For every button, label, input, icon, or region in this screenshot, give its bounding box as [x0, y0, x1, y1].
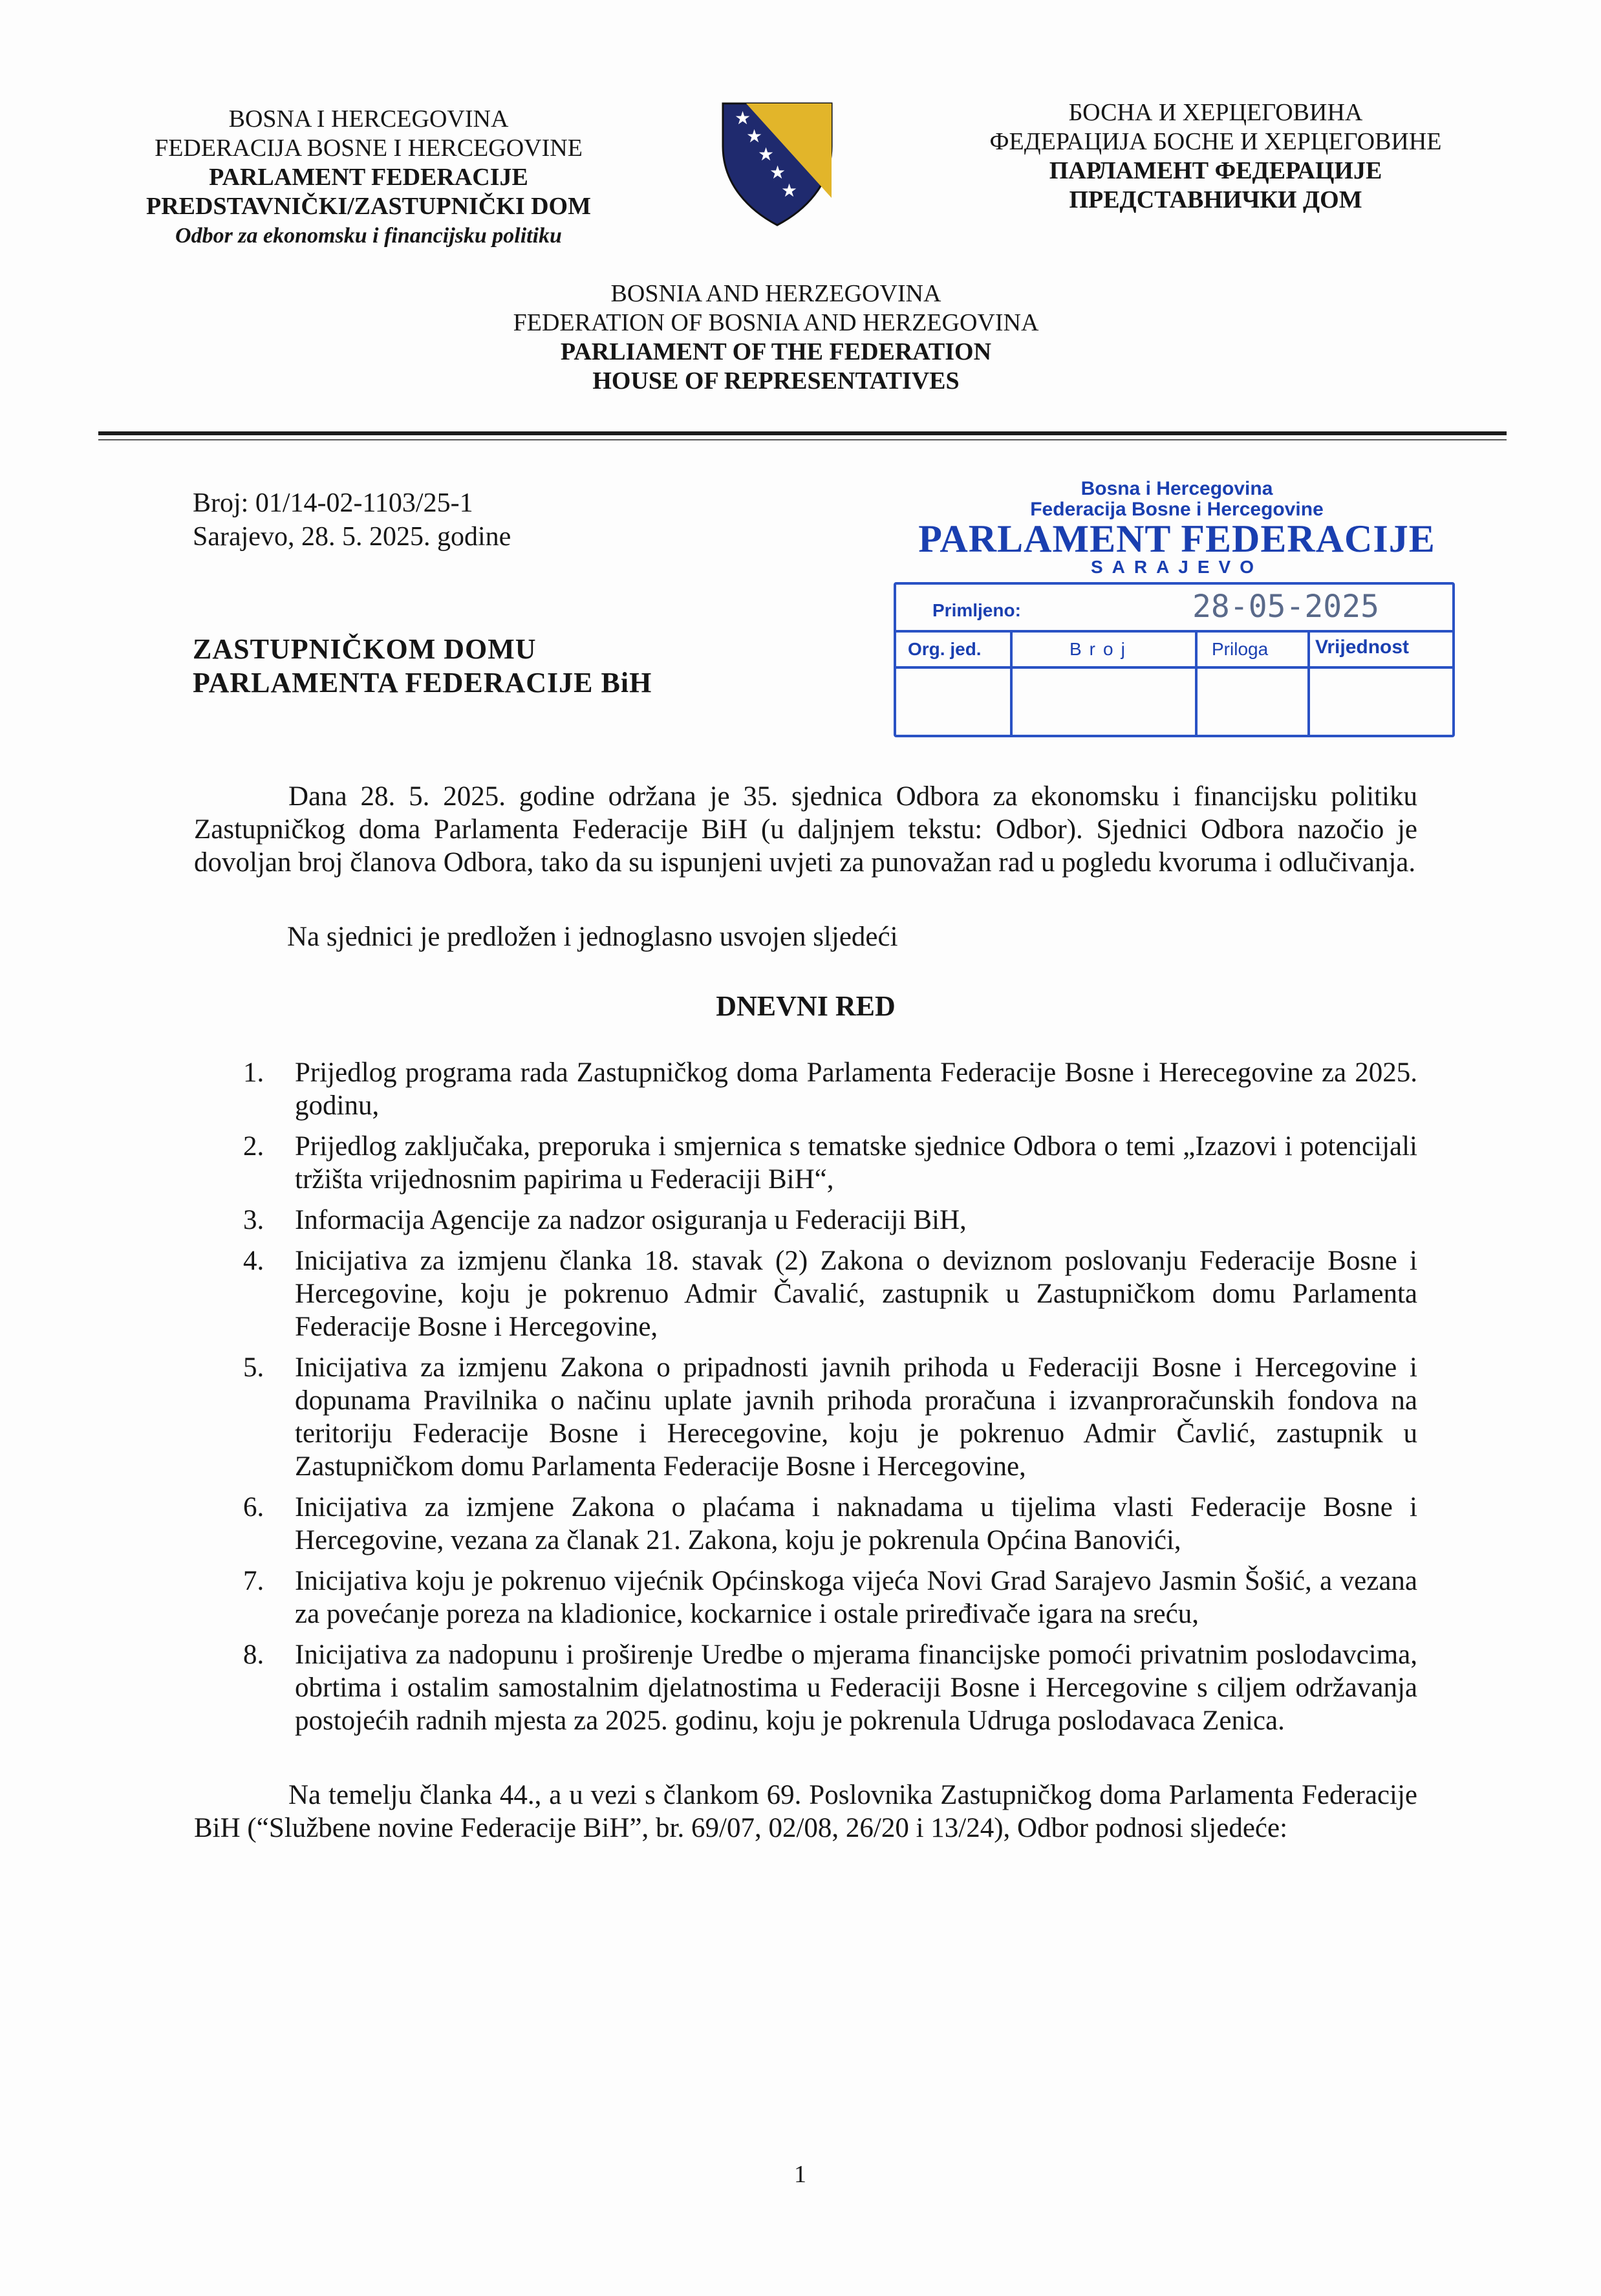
header-left-house: PREDSTAVNIČKI/ZASTUPNIČKI DOM [146, 193, 591, 220]
header-right-country: БОСНА И ХЕРЦЕГОВИНА [1068, 99, 1363, 126]
header-divider [98, 431, 1507, 435]
stamp-col-divider [1307, 633, 1310, 735]
agenda-item: 8. Inicijativa za nadopunu i proširenje Uredbe o mjerama financijske pomoći privatnim poslodavcima, obrtima i ostalim samostalnim djelatnostima u Federaciji Bosne i Hercegovine s ciljem održavanja postojećih radnih mjesta za 2025. godinu, koju je pokrenula Udruga poslodavaca Zenica. [243, 1640, 1417, 1736]
agenda-item: 6. Inicijativa za izmjene Zakona o plaćama i naknadama u tijelima vlasti Federacije Bosne i Hercegovine, vezana za članak 21. Zakona, koju je pokrenula Općina Banovići, [243, 1492, 1417, 1555]
stamp-received-label: Primljeno: [932, 600, 1021, 620]
agenda-item: 5. Inicijativa za izmjenu Zakona o pripadnosti javnih prihoda u Federaciji Bosne i Hercegovine i dopunama Pravilnika o načinu uplate javnih prihoda proračuna i izvanproračunskih fondova na teritoriju Federacije Bosne i Herecegovine, koju je pokrenuo Admir Čavlić, zastupnik u Zastupničkom domu Parlamenta Federacije Bosne i Hercegovine, [243, 1352, 1417, 1482]
agenda-item: 3. Informacija Agencije za nadzor osiguranja u Federaciji BiH, [243, 1205, 967, 1235]
agenda-item: 4. Inicijativa za izmjenu članka 18. stavak (2) Zakona o deviznom poslovanju Federacije Bosne i Hercegovine, koju je pokrenuo Admir Čavalić, zastupnik u Zastupničkom domu Parlamenta Federacije Bosne i Hercegovine, [243, 1246, 1417, 1342]
stamp-col-vrijednost: Vrijednost [1315, 636, 1410, 658]
stamp-col-org: Org. jed. [908, 639, 982, 659]
header-left-parliament: PARLAMENT FEDERACIJE [209, 164, 528, 191]
stamp-line2: Federacija Bosne i Hercegovine [1030, 499, 1324, 520]
header-left [103, 105, 634, 250]
stamp-line1: Bosna i Hercegovina [1080, 478, 1273, 499]
header-right [931, 98, 1500, 215]
legal-basis-paragraph: Na temelju članka 44., a u vezi s člankom 69. Poslovnika Zastupničkog doma Parlamenta Federacije BiH (“Službene novine Federacije BiH”, br. 69/07, 02/08, 26/20 i 13/24), Odbor podnosi sljedeće: [194, 1780, 1417, 1843]
received-stamp-box [894, 582, 1455, 737]
header-center [453, 279, 1099, 396]
addressee-line2: PARLAMENTA FEDERACIJE BiH [193, 667, 652, 699]
svg-text:★: ★ [735, 107, 751, 129]
stamp-line4: SARAJEVO [1090, 557, 1263, 577]
document-meta [193, 486, 775, 554]
document-number: Broj: 01/14-02-1103/25-1 [193, 488, 473, 518]
header-center-country: BOSNIA AND HERZEGOVINA [610, 280, 941, 307]
stamp-col-prilog: Priloga [1212, 639, 1269, 659]
header-left-federation: FEDERACIJA BOSNE I HERCEGOVINE [155, 135, 583, 162]
agenda-list [243, 1056, 1417, 1737]
header-left-country: BOSNA I HERCEGOVINA [228, 105, 509, 133]
agenda-title: DNEVNI RED [716, 990, 896, 1022]
agenda-item: 7. Inicijativa koju je pokrenuo vijećnik Općinskoga vijeća Novi Grad Sarajevo Jasmin Šošić, a vezana za povećanje poreza na kladionice, kockarnice i ostale priređivače igara na sreću, [243, 1566, 1417, 1629]
header-center-federation: FEDERATION OF BOSNIA AND HERZEGOVINA [513, 309, 1039, 336]
addressee [193, 633, 839, 700]
svg-text:★: ★ [746, 125, 763, 147]
svg-text:★: ★ [769, 162, 786, 183]
coat-of-arms-emblem [720, 101, 834, 228]
received-stamp-header [918, 479, 1435, 577]
document-date: Sarajevo, 28. 5. 2025. godine [193, 522, 511, 552]
svg-text:★: ★ [781, 180, 798, 201]
stamp-col-divider [1195, 633, 1198, 735]
stamp-col-broj: Broj [1069, 639, 1133, 659]
header-center-parliament: PARLIAMENT OF THE FEDERATION [560, 338, 992, 365]
document-body [194, 780, 1417, 1845]
stamp-line3: PARLAMENT FEDERACIJE [918, 517, 1435, 560]
svg-text:★: ★ [758, 144, 775, 165]
header-divider-thin [98, 439, 1507, 440]
stamp-col-divider [1010, 633, 1013, 735]
agenda-item: 1. Prijedlog programa rada Zastupničkog doma Parlamenta Federacije Bosne i Herecegovine za 2025. godinu, [243, 1057, 1417, 1121]
header-right-federation: ФЕДЕРАЦИЈА БОСНЕ И ХЕРЦЕГОВИНЕ [989, 128, 1442, 155]
adoption-paragraph: Na sjednici je predložen i jednoglasno usvojen sljedeći [287, 922, 898, 952]
stamp-received-date: 28-05-2025 [1192, 589, 1379, 625]
header-right-house: ПРЕДСТАВНИЧКИ ДОМ [1069, 186, 1362, 213]
agenda-item: 2. Prijedlog zaključaka, preporuka i smjernica s tematske sjednice Odbora o temi „Izazovi i potencijali tržišta vrijednosnim papirima u Federaciji BiH“, [243, 1131, 1417, 1195]
addressee-line1: ZASTUPNIČKOM DOMU [193, 633, 537, 665]
intro-paragraph: Dana 28. 5. 2025. godine održana je 35. sjednica Odbora za ekonomsku i financijsku politiku Zastupničkog doma Parlamenta Federacije BiH (u daljnjem tekstu: Odbor). Sjednici Odbora nazočio je dovoljan broj članova Odbora, tako da su ispunjeni uvjeti za punovažan rad u pogledu kvoruma i odlučivanja. [194, 781, 1417, 878]
header-right-parliament: ПАРЛАМЕНТ ФЕДЕРАЦИЈЕ [1049, 157, 1382, 184]
page-number: 1 [794, 2161, 806, 2188]
header-left-committee: Odbor za ekonomsku i financijsku politiku [175, 224, 562, 248]
header-center-house: HOUSE OF REPRESENTATIVES [592, 367, 960, 395]
